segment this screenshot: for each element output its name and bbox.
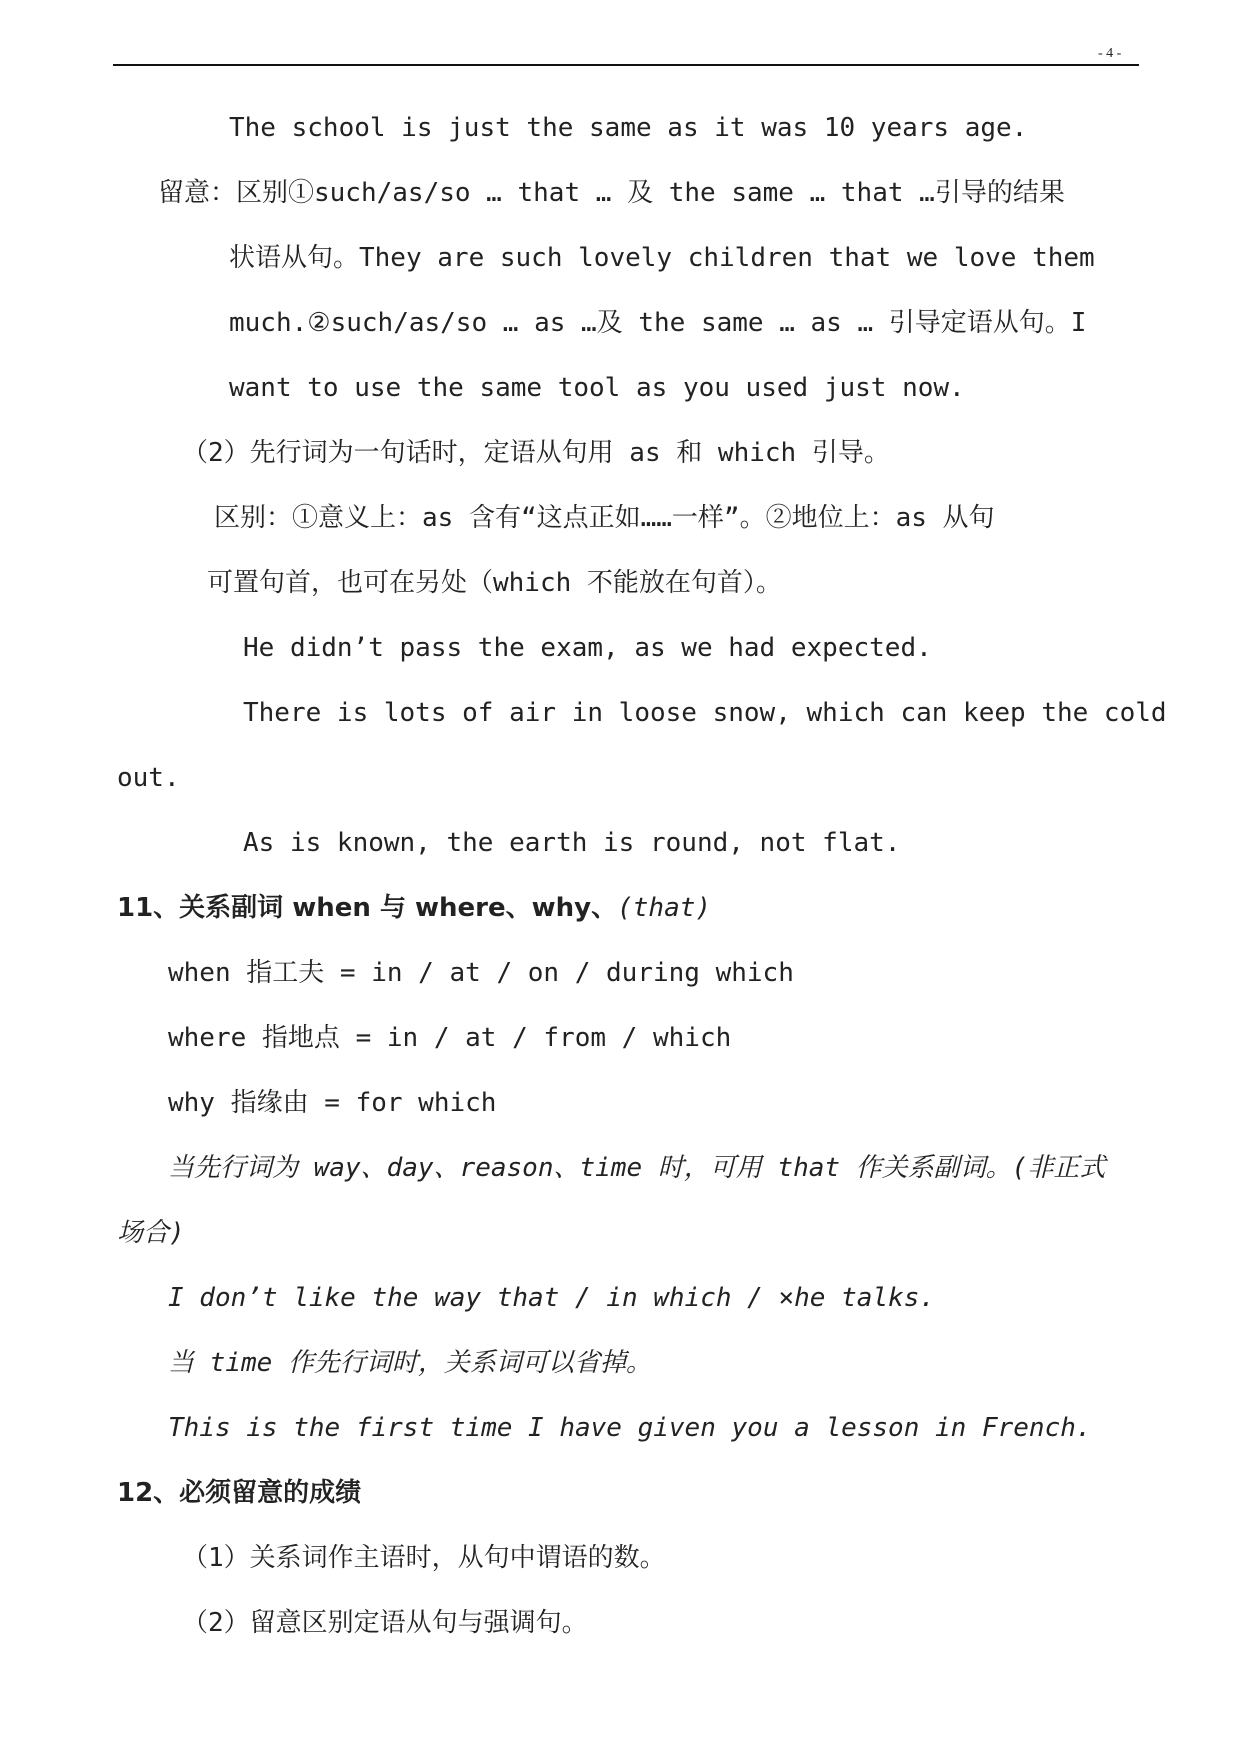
page-number: - 4 - — [1098, 46, 1122, 61]
example-sentence: out. — [117, 763, 180, 793]
section-heading-12: 12、必须留意的成绩 — [117, 1478, 362, 1508]
heading-text: 11、关系副词 when 与 where、why、 — [117, 893, 618, 923]
note-line: 状语从句。They are such lovely children that we love them — [229, 243, 1095, 273]
example-sentence: The school is just the same as it was 10 years age. — [229, 113, 1028, 143]
note-line: want to use the same tool as you used just now. — [229, 373, 965, 403]
example-sentence: I don’t like the way that / in which / ×he talks. — [168, 1283, 936, 1313]
rule-line: （1）关系词作主语时，从句中谓语的数。 — [182, 1543, 666, 1573]
rule-line: when 指工夫 = in / at / on / during which — [168, 958, 794, 988]
rule-line: （2）先行词为一句话时，定语从句用 as 和 which 引导。 — [182, 438, 890, 468]
example-sentence: He didn’t pass the exam, as we had expected. — [243, 633, 932, 663]
header-rule — [113, 64, 1139, 66]
note-line: 区别：①意义上：as 含有“这点正如……一样”。②地位上：as 从句 — [214, 503, 995, 533]
note-line: 当 time 作先行词时，关系词可以省掉。 — [168, 1348, 652, 1378]
heading-italic-text: (that) — [617, 893, 712, 923]
example-sentence: There is lots of air in loose snow, which can keep the cold — [243, 698, 1167, 728]
rule-line: （2）留意区别定语从句与强调句。 — [182, 1608, 588, 1638]
example-sentence: This is the first time I have given you a lesson in French. — [168, 1413, 1092, 1443]
rule-line: where 指地点 = in / at / from / which — [168, 1023, 732, 1053]
note-line: 当先行词为 way、day、reason、time 时，可用 that 作关系副词。(非正式 — [168, 1153, 1106, 1183]
note-line: 可置句首，也可在另处（which 不能放在句首）。 — [207, 568, 782, 598]
example-sentence: As is known, the earth is round, not flat. — [243, 828, 901, 858]
note-line: much.②such/as/so … as …及 the same … as … 引导定语从句。I — [229, 308, 1087, 338]
section-heading-11 — [117, 891, 711, 925]
note-line: 场合) — [117, 1218, 185, 1248]
rule-line: why 指缘由 = for which — [168, 1088, 497, 1118]
note-line: 留意：区别①such/as/so … that … 及 the same … that …引导的结果 — [158, 178, 1065, 208]
